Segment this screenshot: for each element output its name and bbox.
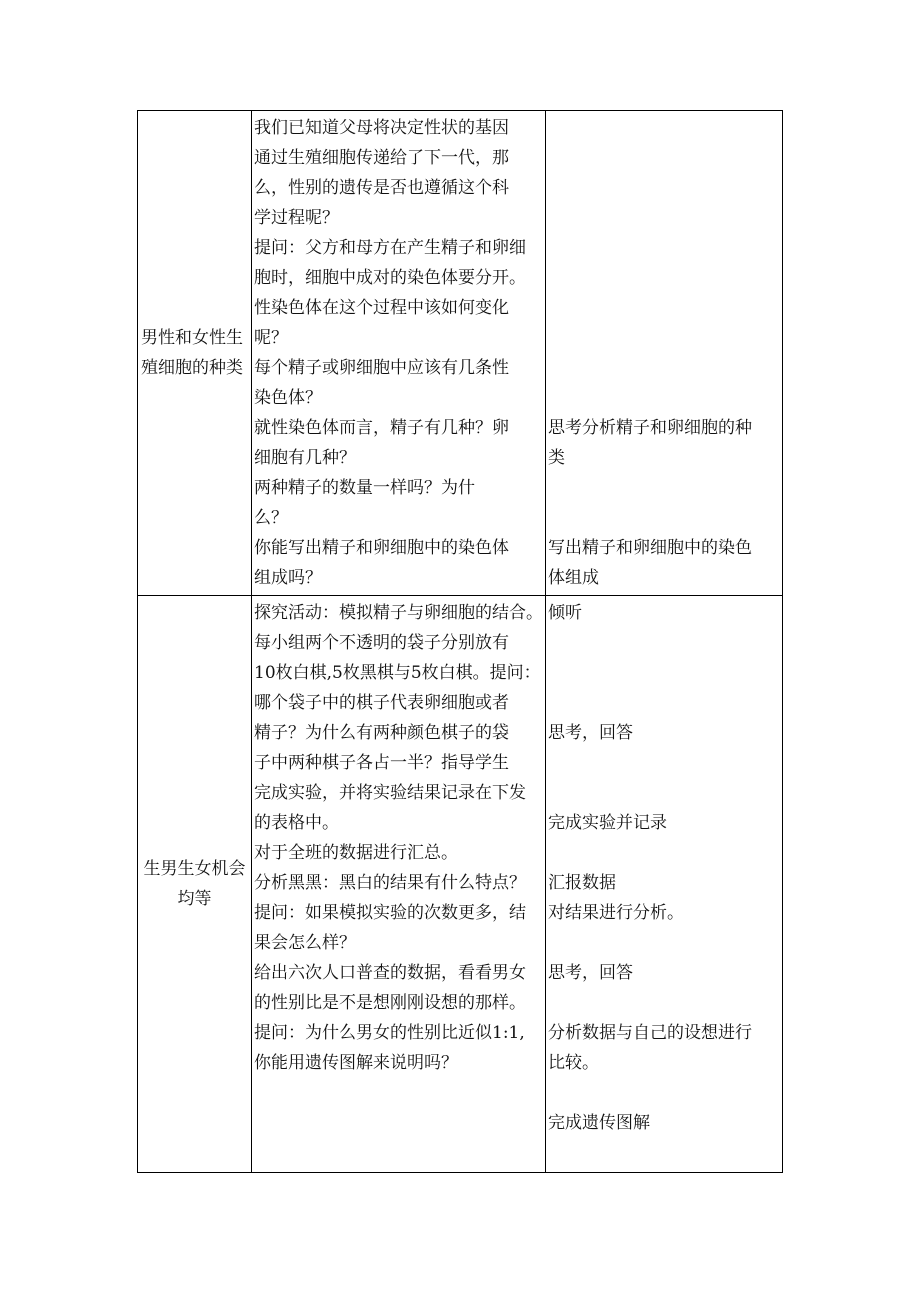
text-line: 汇报数据 xyxy=(548,873,616,893)
text-line: 子中两种棋子各占一半？指导学生 xyxy=(254,753,509,773)
text-line: 通过生殖细胞传递给了下一代，那 xyxy=(254,148,509,168)
topic-text: 男性和女性生殖细胞的种类 xyxy=(141,328,243,378)
teacher-activity-cell xyxy=(252,596,546,1173)
text-line: 分析数据与自己的设想进行 xyxy=(548,1023,752,1043)
text-line: 给出六次人口普查的数据，看看男女 xyxy=(254,963,526,983)
text-line xyxy=(548,748,780,778)
text-line: 染色体？ xyxy=(254,388,322,408)
text-line: 对于全班的数据进行汇总。 xyxy=(254,843,458,863)
table-row xyxy=(138,596,783,1173)
text-line: 思考，回答 xyxy=(548,723,633,743)
text-line xyxy=(548,263,780,293)
teacher-lines xyxy=(254,113,543,593)
text-line xyxy=(548,203,780,233)
text-line: 我们已知道父母将决定性状的基因 xyxy=(254,118,509,138)
text-line: 完成实验，并将实验结果记录在下发 xyxy=(254,783,526,803)
text-line: 你能用遗传图解来说明吗？ xyxy=(254,1053,458,1073)
text-line xyxy=(548,233,780,263)
text-line xyxy=(548,503,780,533)
text-line xyxy=(548,353,780,383)
text-line: 完成遗传图解 xyxy=(548,1113,650,1133)
text-line: 思考，回答 xyxy=(548,963,633,983)
text-line: 10枚白棋,5枚黑棋与5枚白棋。提问： xyxy=(254,663,541,683)
text-line xyxy=(548,778,780,808)
text-line: 学过程呢？ xyxy=(254,208,339,228)
text-line: 组成吗？ xyxy=(254,568,322,588)
text-line: 比较。 xyxy=(548,1053,599,1073)
teacher-lines xyxy=(254,598,543,1078)
text-line xyxy=(548,113,780,143)
text-line xyxy=(548,323,780,353)
text-line: 两种精子的数量一样吗？为什 xyxy=(254,478,475,498)
text-line: 提问：父方和母方在产生精子和卵细 xyxy=(254,238,526,258)
text-line xyxy=(548,293,780,323)
text-line xyxy=(548,473,780,503)
text-line xyxy=(548,838,780,868)
text-line: 的表格中。 xyxy=(254,813,339,833)
text-line: 倾听 xyxy=(548,603,582,623)
text-line: 性染色体在这个过程中该如何变化 xyxy=(254,298,509,318)
text-line: 每个精子或卵细胞中应该有几条性 xyxy=(254,358,509,378)
table-row xyxy=(138,111,783,596)
text-line: 么？ xyxy=(254,508,288,528)
text-line: 胞时，细胞中成对的染色体要分开。 xyxy=(254,268,526,288)
topic-cell xyxy=(138,111,252,596)
text-line xyxy=(548,928,780,958)
text-line xyxy=(548,1078,780,1108)
text-line xyxy=(548,988,780,1018)
text-line: 思考分析精子和卵细胞的种 xyxy=(548,418,752,438)
text-line: 完成实验并记录 xyxy=(548,813,667,833)
text-line: 体组成 xyxy=(548,568,599,588)
text-line: 的性别比是不是想刚刚设想的那样。 xyxy=(254,993,526,1013)
text-line: 就性染色体而言，精子有几种？卵 xyxy=(254,418,509,438)
lesson-plan-table xyxy=(137,110,783,1173)
text-line: 呢？ xyxy=(254,328,288,348)
teacher-activity-cell xyxy=(252,111,546,596)
text-line: 探究活动：模拟精子与卵细胞的结合。 xyxy=(254,603,543,623)
text-line xyxy=(548,173,780,203)
text-line: 哪个袋子中的棋子代表卵细胞或者 xyxy=(254,693,509,713)
text-line: 么，性别的遗传是否也遵循这个科 xyxy=(254,178,509,198)
text-line xyxy=(548,383,780,413)
text-line xyxy=(548,143,780,173)
text-line: 每小组两个不透明的袋子分别放有 xyxy=(254,633,509,653)
student-lines xyxy=(548,598,780,1138)
text-line: 对结果进行分析。 xyxy=(548,903,684,923)
text-line: 你能写出精子和卵细胞中的染色体 xyxy=(254,538,509,558)
text-line: 类 xyxy=(548,448,565,468)
text-line: 精子？为什么有两种颜色棋子的袋 xyxy=(254,723,509,743)
text-line: 提问：如果模拟实验的次数更多，结 xyxy=(254,903,526,923)
topic-cell xyxy=(138,596,252,1173)
student-activity-cell xyxy=(546,111,783,596)
topic-text: 生男生女机会均等 xyxy=(143,859,246,909)
student-lines xyxy=(548,113,780,593)
text-line xyxy=(548,658,780,688)
text-line: 细胞有几种？ xyxy=(254,448,356,468)
student-activity-cell xyxy=(546,596,783,1173)
text-line xyxy=(548,688,780,718)
text-line: 果会怎么样？ xyxy=(254,933,356,953)
text-line xyxy=(548,628,780,658)
text-line: 写出精子和卵细胞中的染色 xyxy=(548,538,752,558)
text-line: 提问：为什么男女的性别比近似1:1, xyxy=(254,1023,525,1043)
text-line: 分析黑黑：黑白的结果有什么特点？ xyxy=(254,873,526,893)
